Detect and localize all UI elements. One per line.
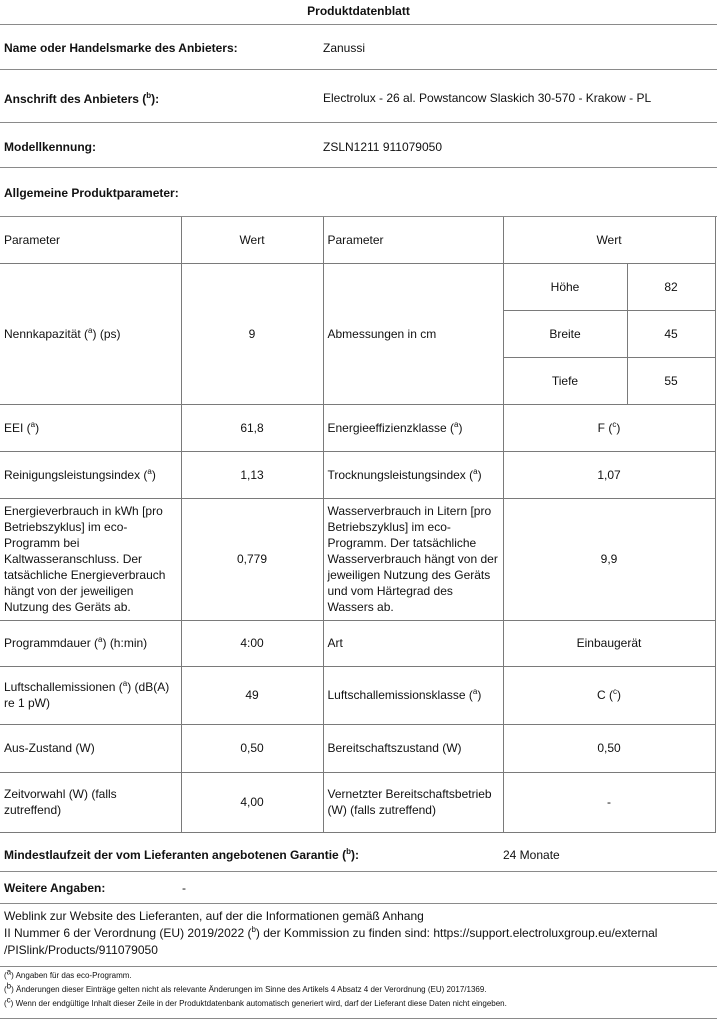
warranty-value: 24 Monate: [503, 848, 560, 862]
noise-class-label: Luftschallemissionsklasse ($^a$): [323, 666, 503, 724]
drying-index-label: Trocknungsleistungsindex ($^a$): [323, 451, 503, 498]
networked-standby-value: -: [503, 772, 715, 832]
table-row: [0, 620, 715, 666]
supplier-value: Zanussi: [323, 41, 366, 55]
header-parameter: Parameter: [0, 217, 181, 263]
table-row: [0, 263, 715, 310]
further-info-value: -: [182, 881, 186, 895]
header-wert: Wert: [503, 217, 715, 263]
energy-class-label: Energieeffizienzklasse ($^a$): [323, 404, 503, 451]
divider: [0, 24, 717, 25]
width-value: 45: [627, 310, 715, 357]
networked-standby-label: Vernetzter Bereitschaftsbetrieb (W) (falls zutreffend): [323, 772, 503, 832]
eei-value: 61,8: [181, 404, 323, 451]
depth-value: 55: [627, 357, 715, 404]
program-duration-label: Programmdauer ($^a$) (h:min): [0, 620, 181, 666]
table-header-row: [0, 217, 715, 263]
eei-label: EEI ($^a$): [0, 404, 181, 451]
off-mode-label: Aus-Zustand (W): [0, 724, 181, 772]
weblink-url-tail: /PISlink/Products/911079050: [4, 943, 158, 957]
table-row: [0, 772, 715, 832]
energy-class-value: F ($^c$): [503, 404, 715, 451]
divider: [0, 903, 717, 904]
header-wert: Wert: [181, 217, 323, 263]
model-label: Modellkennung:: [4, 140, 96, 154]
noise-emission-label: Luftschallemissionen ($^a$) (dB(A) re 1 pW): [0, 666, 181, 724]
weblink-line: Weblink zur Website des Lieferanten, auf der die Informationen gemäß Anhang: [4, 909, 424, 923]
further-info-label: Weitere Angaben:: [4, 881, 106, 895]
divider: [0, 167, 717, 168]
footnote-b: ($^b$) Änderungen dieser Einträge gelten nicht als relevante Änderungen im Sinne des Artikels 4 Absatz 4 der Verordnung (EU) 2017/1369.: [4, 981, 487, 994]
divider: [0, 871, 717, 872]
height-label: Höhe: [503, 263, 627, 310]
type-value: Einbaugerät: [503, 620, 715, 666]
divider: [0, 966, 717, 967]
type-label: Art: [323, 620, 503, 666]
cleaning-index-label: Reinigungsleistungsindex ($^a$): [0, 451, 181, 498]
water-consumption-label: Wasserverbrauch in Litern [pro Betriebszyklus] im eco-Programm. Der tatsächliche Wasserverbrauch hängt von der jeweiligen Nutzung des Geräts und vom Härtegrad des Wassers ab.: [323, 498, 503, 620]
noise-class-value: C ($^c$): [503, 666, 715, 724]
cleaning-index-value: 1,13: [181, 451, 323, 498]
table-row: [0, 498, 715, 620]
water-consumption-value: 9,9: [503, 498, 715, 620]
divider: [0, 1018, 717, 1019]
supplier-label: Name oder Handelsmarke des Anbieters:: [4, 41, 238, 55]
delay-start-label: Zeitvorwahl (W) (falls zutreffend): [0, 772, 181, 832]
energy-consumption-value: 0,779: [181, 498, 323, 620]
footnote-c: ($^c$) Wenn der endgültige Inhalt dieser Zeile in der Produktdatenbank automatisch generiert wird, darf der Lieferant diese Daten nicht eingeben.: [4, 995, 507, 1008]
table-row: [0, 451, 715, 498]
address-label: Anschrift des Anbieters ($^b$):: [4, 91, 160, 106]
table-row: [0, 724, 715, 772]
depth-label: Tiefe: [503, 357, 627, 404]
parameter-table: [0, 217, 716, 833]
header-parameter: Parameter: [323, 217, 503, 263]
width-label: Breite: [503, 310, 627, 357]
divider: [0, 122, 717, 123]
model-value: ZSLN1211 911079050: [323, 140, 442, 154]
general-params-heading: Allgemeine Produktparameter:: [4, 186, 179, 200]
delay-start-value: 4,00: [181, 772, 323, 832]
sheet-title: Produktdatenblatt: [307, 4, 410, 18]
standby-label: Bereitschaftszustand (W): [323, 724, 503, 772]
table-row: [0, 666, 715, 724]
weblink-text: [4, 908, 710, 959]
program-duration-value: 4:00: [181, 620, 323, 666]
standby-value: 0,50: [503, 724, 715, 772]
address-value: Electrolux - 26 al. Powstancow Slaskich 30-570 - Krakow - PL: [323, 91, 652, 105]
warranty-label: Mindestlaufzeit der vom Lieferanten angebotenen Garantie ($^b$):: [4, 847, 359, 862]
dimensions-label: Abmessungen in cm: [323, 263, 503, 404]
footnote-a: ($^a$) Angaben für das eco-Programm.: [4, 967, 132, 980]
off-mode-value: 0,50: [181, 724, 323, 772]
table-row: [0, 404, 715, 451]
weblink-line: II Nummer 6 der Verordnung (EU) 2019/2022 ($^b$) der Kommission zu finden sind: https://support.electroluxgroup.eu/external: [4, 925, 658, 940]
noise-emission-value: 49: [181, 666, 323, 724]
divider: [0, 69, 717, 70]
capacity-label: Nennkapazität ($^a$) (ps): [0, 263, 181, 404]
height-value: 82: [627, 263, 715, 310]
energy-consumption-label: Energieverbrauch in kWh [pro Betriebszyklus] im eco-Programm bei Kaltwasseranschluss. Der tatsächliche Energieverbrauch hängt von der jeweiligen Nutzung des Geräts ab.: [0, 498, 181, 620]
capacity-value: 9: [181, 263, 323, 404]
drying-index-value: 1,07: [503, 451, 715, 498]
